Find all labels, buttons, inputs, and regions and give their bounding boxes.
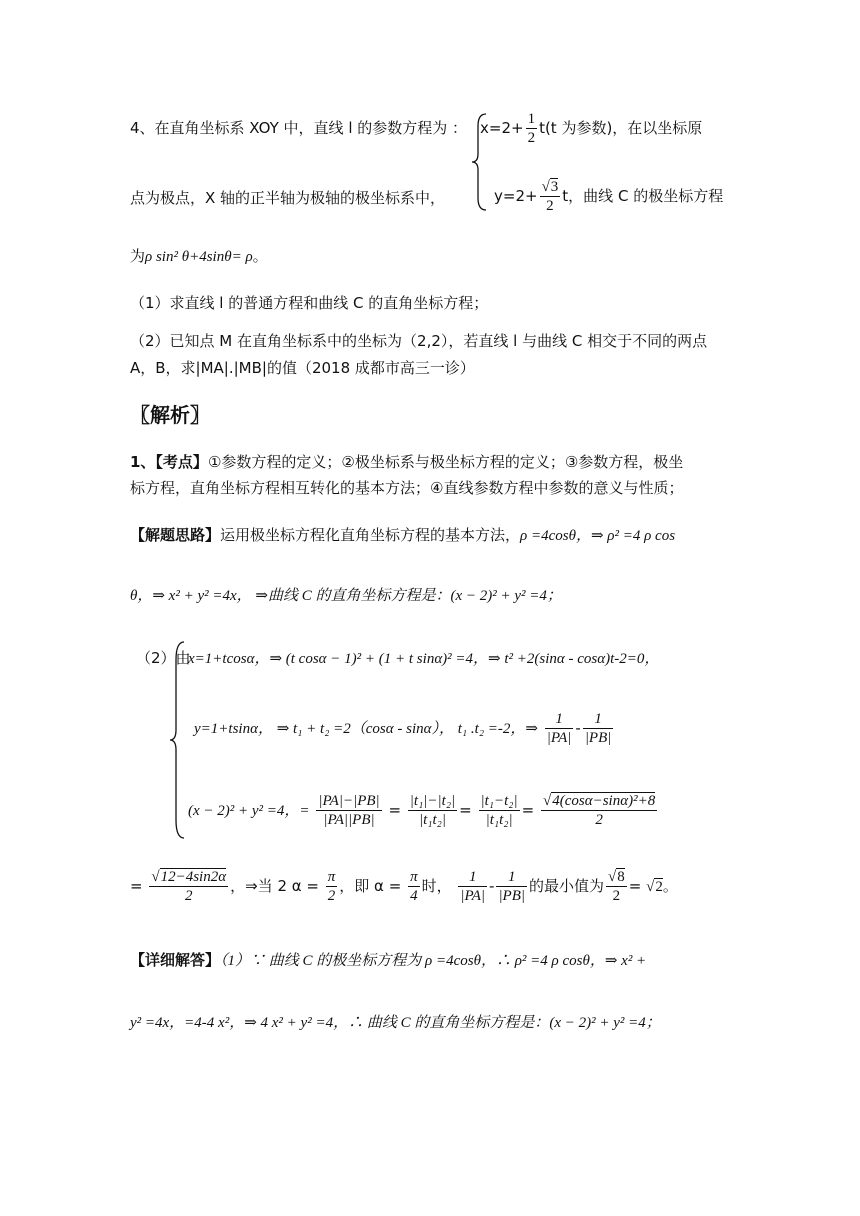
question-2-line2: A，B，求|MA|.|MB|的值（2018 成都市高三一诊） [130,359,475,377]
frac-t-ratio-1: $\frac{\text{|t₁|−|t₂|}}{\text{|t₁t₂|}}$ [409,793,456,828]
key-points-line1: 1、【考点】①参数方程的定义；②极坐标系与极坐标方程的定义；③参数方程，极坐 [130,453,684,471]
frac-1-over-pb: $\frac{1}{|PB|}$ [584,711,612,746]
system-brace [168,640,188,840]
frac-sqrt3-half: $\frac{√3}{2}$ [541,179,559,214]
param-x-eq: x=2+ $\frac{1}{2}$ t(t 为参数)，在以坐标原 [480,111,703,146]
problem-line2: 点为极点，X 轴的正半轴为极轴的极坐标系中， [130,189,446,207]
system-c-line: (x − 2)² + y² =4，= $\frac{|PA|-|PB|}{|PA||PB|}$ = $\frac{\text{|t₁|−|t₂|}}{\text{|t₁t₂|}}$ = $\frac{\text{|t₁−t₂|}}{\text{|t₁t₂|}}$ = $\frac{\text{√4(cosα−sinα)²+8}}{2}$ [188,793,656,828]
detail-line2: y² =4x，=4-4 x²，⇒ 4 x² + y² =4，∴ 曲线 C 的直角坐标方程是：(x − 2)² + y² =4； [130,1015,661,1031]
idea-line2: θ，⇒ x² + y² =4x， ⇒曲线 C 的直角坐标方程是：(x − 2)² + y² =4； [130,588,562,604]
part2-prefix: （2）由 [136,649,191,667]
sqrt-2: √2 [646,879,663,895]
frac-1-over-pb-2: $\frac{1}{|PB|}$ [498,869,526,904]
frac-pi-2: $\frac{\pi}{2}$ [327,869,336,904]
system-y-line: y=1+tsinα， ⇒ t₁ + t₂ =2（cosα - sinα）， t₁ .t₂ =-2，⇒ $\frac{1}{|PA|}$ - $\frac{1}{|PB|}$ [194,711,612,746]
question-1: （1）求直线 l 的普通方程和曲线 C 的直角坐标方程； [130,294,489,312]
problem-line3: 为ρ sin² θ+4sinθ= ρ。 [130,247,268,265]
param-y-eq: y=2+ $\frac{√3}{2}$ t，曲线 C 的极坐标方程 [494,179,724,214]
system-x-line: x=1+tcosα，⇒ (t cosα − 1)² + (1 + t sinα)² =4，⇒ t² +2(sinα - cosα)t-2=0， [188,651,660,667]
frac-pa-pb-ratio: $\frac{|PA|-|PB|}{|PA||PB|}$ [318,793,380,828]
frac-sqrt8-2: $\frac{√8}{2}$ [608,869,625,904]
result-line: = $\frac{√12-4\sin 2\alpha}{2}$ ，⇒当 2 α = $\frac{\pi}{2}$ ，即 α = $\frac{\pi}{4}$ 时， $\frac{1}{|PA|}$ - $\frac{1}{|PB|}$ 的最小值为 $\frac{√8}{2}$ = √2。 [130,869,678,904]
question-2-line1: （2）已知点 M 在直角坐标系中的坐标为（2,2），若直线 l 与曲线 C 相交于不同的两点 [130,332,708,350]
problem-intro: 4、在直角坐标系 XOY 中，直线 l 的参数方程为 ： [130,119,468,137]
key-points-line2: 标方程，直角坐标方程相互转化的基本方法；④直线参数方程中参数的意义与性质； [130,479,684,497]
frac-sqrt-expr: $\frac{\text{√4(cosα−sinα)²+8}}{2}$ [543,793,656,828]
frac-sqrt-12: $\frac{√12-4\sin 2\alpha}{2}$ [151,869,227,904]
frac-1-over-pa-2: $\frac{1}{|PA|}$ [460,869,486,904]
idea-line1: 【解题思路】运用极坐标方程化直角坐标方程的基本方法，ρ =4cosθ，⇒ ρ² =4 ρ cos [130,526,676,544]
frac-half: $\frac{1}{2}$ [527,111,536,146]
frac-t-ratio-2: $\frac{\text{|t₁−t₂|}}{\text{|t₁t₂|}}$ [480,793,518,828]
analysis-heading: 〖解析〗 [130,403,210,427]
detail-line1: 【详细解答】（1）∵ 曲线 C 的极坐标方程为 ρ =4cosθ，∴ ρ² =4 ρ cosθ，⇒ x² + [130,951,647,969]
frac-pi-4: $\frac{\pi}{4}$ [410,869,418,904]
frac-1-over-pa: $\frac{1}{|PA|}$ [546,711,572,746]
